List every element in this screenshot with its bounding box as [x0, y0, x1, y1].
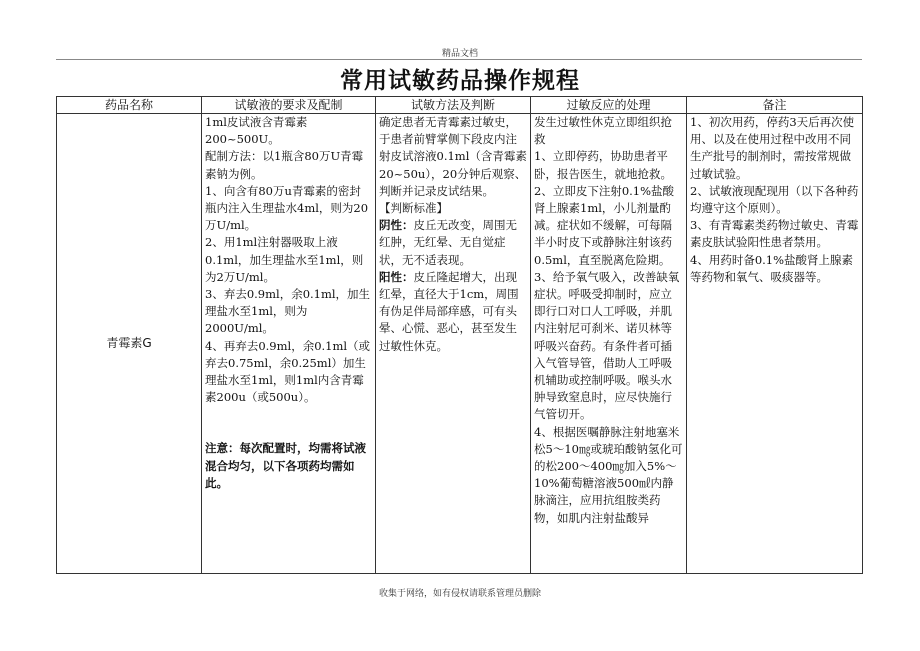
- treatment-line: 1、立即停药，协助患者平卧，报告医生，就地抢救。: [534, 149, 672, 181]
- preparation-line: 1、向含有80万u青霉素的密封瓶内注入生理盐水4ml，则为20万U/ml。: [205, 183, 369, 233]
- preparation-line: 2、用1ml注射器吸取上液0.1ml，加生理盐水至1ml，则为2万U/ml。: [205, 235, 364, 284]
- negative-text: 皮丘无改变，周围无红肿，无红晕、无自觉症状，无不适表现。: [379, 218, 517, 267]
- header-treatment: 过敏反应的处理: [531, 97, 687, 114]
- spacer: [205, 406, 372, 440]
- table-header-row: [57, 97, 863, 114]
- negative-criterion: [379, 217, 527, 269]
- treatment-line: 2、立即皮下注射0.1%盐酸肾上腺素1ml，小儿剂量酌减。症状如不缓解，可每隔半小时皮下或静脉注射该药0.5ml，直至脱离危险期。: [534, 183, 675, 267]
- judge-title: 【判断标准】: [379, 201, 448, 216]
- remarks-cell: [687, 114, 863, 574]
- treatment-line: 3、给予氧气吸入，改善缺氧症状。呼吸受抑制时，应立即行口对口人工呼吸，并肌内注射尼可刹米、诺贝林等呼吸兴奋药。有条件者可插入气管导管，借助人工呼吸机辅助或控制呼吸。喉头水肿导致窒息时，应尽快施行气管切开。: [534, 269, 680, 422]
- table-row: [57, 114, 863, 574]
- header-note: 精品文档: [441, 49, 478, 59]
- remarks-line: 4、用药时备0.1%盐酸肾上腺素等药物和氧气、吸痰器等。: [690, 252, 854, 284]
- remarks-line: 3、有青霉素类药物过敏史、青霉素皮肤试验阳性患者禁用。: [690, 218, 859, 250]
- remarks-line: 2、试敏液现配现用（以下各种药均遵守这个原则）。: [690, 183, 859, 216]
- preparation-line: 1ml皮试液含青霉素200~500U。: [205, 115, 308, 147]
- drug-name-cell: 青霉素G: [57, 114, 202, 574]
- preparation-cell: [202, 114, 376, 574]
- procedure-table: [56, 96, 863, 574]
- negative-label: 阴性：: [379, 218, 414, 233]
- method-cell: [376, 114, 531, 574]
- document-title: 常用试敏药品操作规程: [340, 68, 580, 94]
- positive-text: 皮丘隆起增大，出现红晕，直径大于1cm，周围有伪足伴局部痒感，可有头晕、心慌、恶心，甚至发生过敏性休克。: [379, 269, 519, 353]
- remarks-line: 1、初次用药，停药3天后再次使用、以及在使用过程中改用不同生产批号的制剂时，需按常规做过敏试验。: [690, 115, 855, 181]
- footer-note: 收集于网络，如有侵权请联系管理员删除: [378, 589, 541, 599]
- preparation-note: 注意：每次配置时，均需将试液混合均匀，以下各项药均需如此。: [205, 441, 366, 490]
- treatment-line: 发生过敏性休克立即组织抢救: [534, 115, 672, 147]
- method-intro: 确定患者无青霉素过敏史，于患者前臂掌侧下段皮内注射皮试溶液0.1ml（含青霉素20~50u），20分钟后观察、判断并记录皮试结果。: [379, 115, 527, 198]
- header-method: 试敏方法及判断: [376, 97, 531, 114]
- preparation-line: 配制方法：以1瓶含80万U青霉素钠为例。: [205, 149, 364, 181]
- header-preparation: 试敏液的要求及配制: [202, 97, 376, 114]
- positive-label: 阳性：: [379, 269, 414, 284]
- preparation-line: 4、再弃去0.9ml，余0.1ml（或弃去0.75ml，余0.25ml）加生理盐水至1ml，则1ml内含青霉素200u（或500u）。: [205, 338, 371, 405]
- header-rule: [56, 59, 862, 60]
- treatment-line: 4、根据医嘱静脉注射地塞米松5～10㎎或琥珀酸钠氢化可的松200～400㎎加入5%～10%葡萄糖溶液500㎖内静脉滴注，应用抗组胺类药物，如肌内注射盐酸异: [534, 424, 683, 525]
- header-drug-name: 药品名称: [57, 97, 202, 114]
- treatment-cell: [531, 114, 687, 574]
- header-remarks: 备注: [687, 97, 863, 114]
- preparation-line: 3、弃去0.9ml，余0.1ml，加生理盐水至1ml，则为2000U/ml。: [205, 287, 371, 336]
- positive-criterion: [379, 269, 527, 355]
